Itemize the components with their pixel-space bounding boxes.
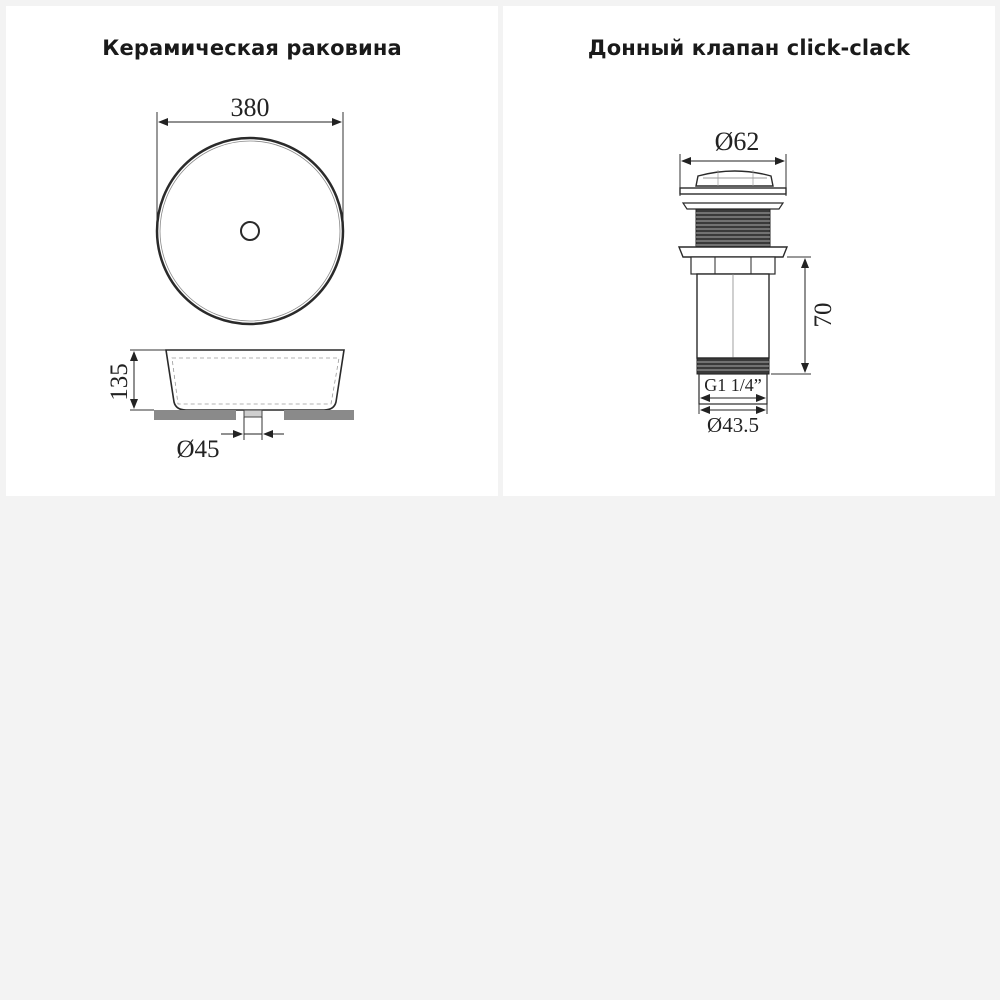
sink-drain-dimension <box>176 417 284 463</box>
valve-top-label: Ø62 <box>714 127 760 156</box>
sink-width-label: 380 <box>230 93 270 122</box>
valve-title: Донный клапан click-clack <box>587 36 911 60</box>
sink-width-dimension <box>157 93 343 232</box>
sink-height-dimension <box>106 350 166 410</box>
valve-drawing <box>503 6 995 496</box>
valve-body <box>679 170 787 404</box>
sink-title: Керамическая раковина <box>102 36 402 60</box>
valve-bottom-label: Ø43.5 <box>707 413 759 437</box>
sink-top-view <box>157 138 343 324</box>
sink-drain-label: Ø45 <box>176 436 220 463</box>
drain-outlet <box>244 410 262 417</box>
valve-bottom-dimension <box>699 404 767 437</box>
valve-thread-label: G1 1/4” <box>704 375 762 395</box>
sink-drawing <box>6 6 498 496</box>
valve-length-label: 70 <box>810 302 837 328</box>
valve-length-dimension <box>771 257 837 374</box>
sink-side-view <box>154 350 354 420</box>
sink-height-label: 135 <box>106 363 133 401</box>
sink-panel <box>6 6 498 496</box>
countertop-left <box>154 410 236 420</box>
valve-thread-dimension <box>701 375 765 398</box>
countertop-right <box>284 410 354 420</box>
drain-hole <box>241 222 259 240</box>
valve-panel <box>503 6 995 496</box>
